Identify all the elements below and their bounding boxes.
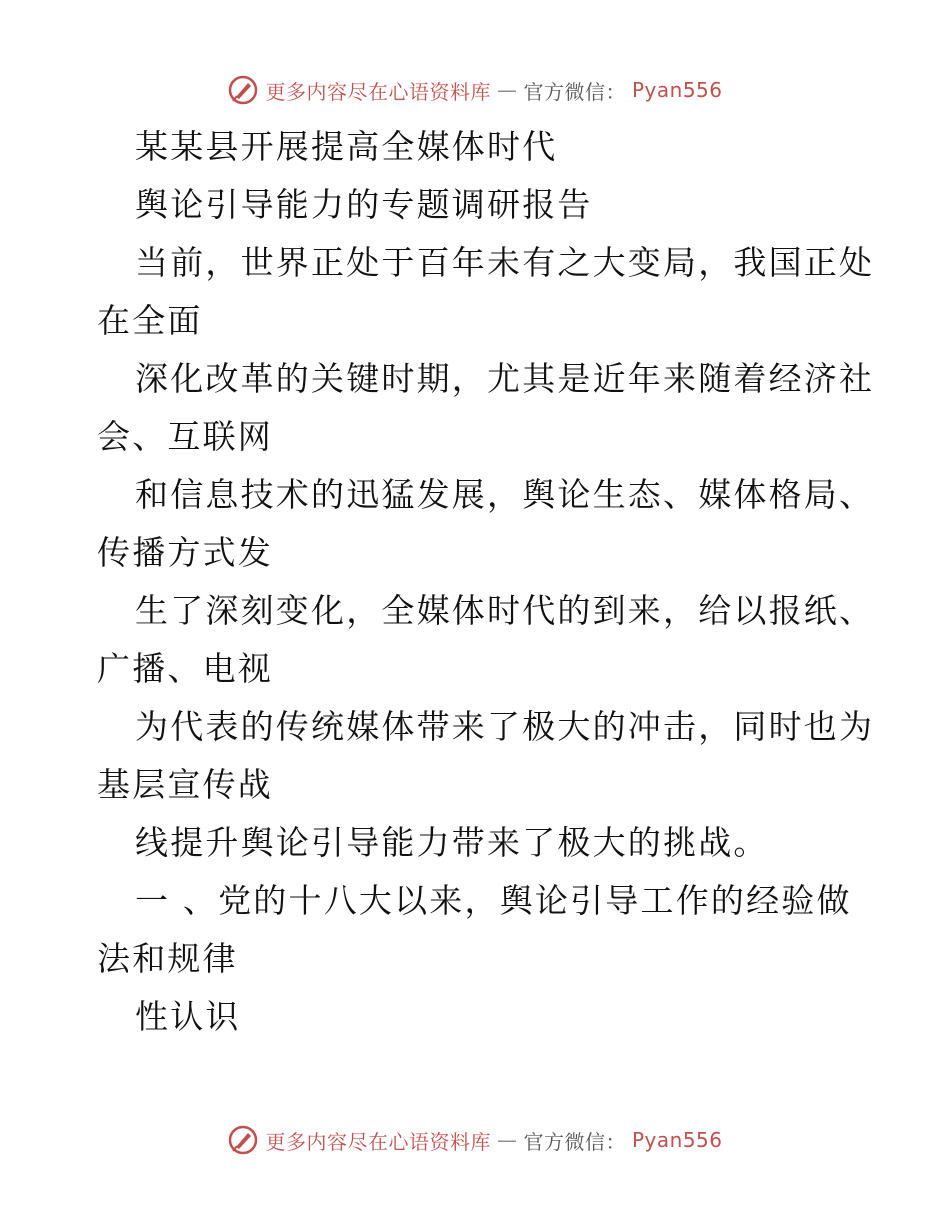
text-line: 当前，世界正处于百年未有之大变局，我国正处 — [135, 243, 875, 282]
text-line: 一 、党的十八大以来，舆论引导工作的经验做 — [135, 881, 852, 920]
watermark-separator: — — [496, 1128, 518, 1152]
watermark-separator: — — [496, 78, 518, 102]
watermark-brand-text: 更多内容尽在心语资料库 — [265, 1129, 491, 1154]
watermark-label: 官方微信： — [523, 79, 626, 104]
text-line: 深化改革的关键时期，尤其是近年来随着经济社 — [135, 359, 875, 398]
document-body — [97, 118, 875, 1046]
text-line: 会、互联网 — [97, 417, 273, 456]
quill-pen-seal-icon — [227, 1124, 259, 1156]
text-line: 为代表的传统媒体带来了极大的冲击，同时也为 — [135, 707, 875, 746]
text-line: 在全面 — [97, 301, 203, 340]
text-line: 某某县开展提高全媒体时代 — [135, 127, 558, 166]
footer-watermark — [0, 1120, 950, 1160]
watermark-wechat-id: Pyan556 — [631, 1128, 723, 1152]
text-line: 基层宣传战 — [97, 765, 273, 804]
watermark-label: 官方微信： — [523, 1129, 626, 1154]
text-line: 性认识 — [135, 997, 241, 1036]
text-line: 生了深刻变化，全媒体时代的到来，给以报纸、 — [135, 591, 875, 630]
watermark-brand-text: 更多内容尽在心语资料库 — [265, 79, 491, 104]
quill-pen-seal-icon — [227, 74, 259, 106]
header-watermark — [0, 70, 950, 110]
text-line: 和信息技术的迅猛发展，舆论生态、媒体格局、 — [135, 475, 875, 514]
watermark-wechat-id: Pyan556 — [631, 78, 723, 102]
text-line: 线提升舆论引导能力带来了极大的挑战。 — [135, 823, 769, 862]
text-line: 舆论引导能力的专题调研报告 — [135, 185, 593, 224]
text-line: 传播方式发 — [97, 533, 273, 572]
text-line: 广播、电视 — [97, 649, 273, 688]
text-line: 法和规律 — [97, 939, 238, 978]
